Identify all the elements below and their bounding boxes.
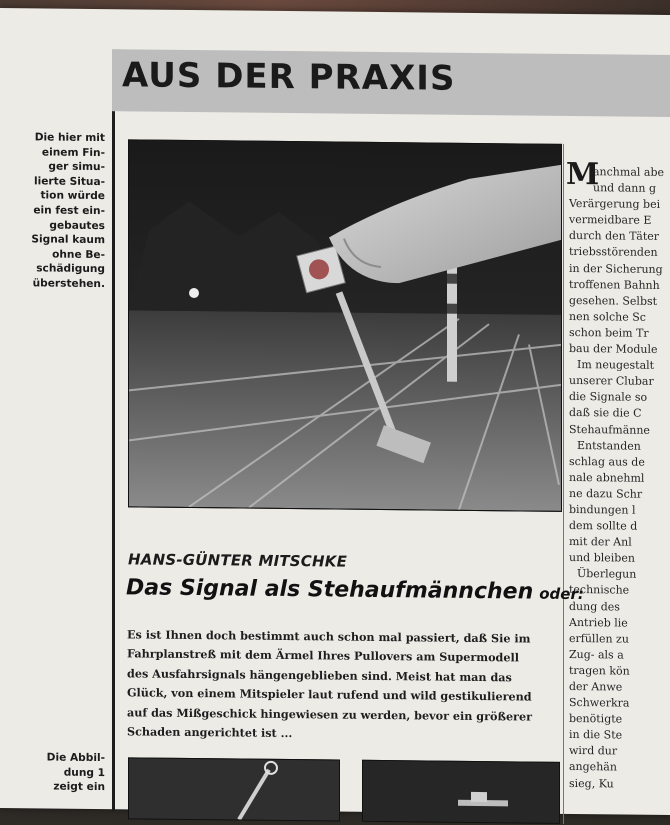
drop-cap: M [566, 156, 600, 193]
lead-line: Es ist Ihnen doch bestimmt auch schon mal passiert, daß Sie im [127, 627, 531, 646]
caption-line: zeigt ein [53, 780, 105, 794]
lead-line: Schaden angerichtet ist ... [127, 724, 293, 741]
lead-line: Glück, von einem Mitspieler laut rufend und wild gestikulierend [127, 685, 532, 704]
text-line: nale abnehml [569, 470, 645, 485]
caption-line: ohne Be- [52, 248, 105, 261]
caption-line: Signal kaum [31, 233, 105, 247]
text-line: mit der Anl [569, 535, 632, 549]
text-line: Entstanden [577, 438, 641, 453]
text-line: dung des [569, 599, 620, 614]
caption-line: ger simu- [48, 160, 105, 174]
text-line: die Signale so [569, 390, 648, 405]
caption-line: dung 1 [63, 766, 105, 779]
caption-line: überstehen. [32, 277, 105, 291]
right-column-text [566, 156, 670, 793]
caption-line: tion würde [40, 189, 105, 203]
text-line: Schwerkra [569, 696, 630, 710]
text-line: dem sollte d [569, 519, 638, 533]
text-line: angehän [569, 760, 617, 774]
text-line: bindungen l [569, 502, 636, 517]
figure-caption [15, 750, 105, 795]
figure-photo-2 [362, 760, 560, 824]
column-rule [563, 144, 564, 824]
caption-line: gebautes [49, 219, 105, 232]
text-line: anchmal abe [593, 165, 665, 179]
figure-photo-1 [128, 757, 340, 821]
caption-line: lierte Situa- [33, 175, 105, 188]
text-line: in die Ste [569, 728, 623, 742]
text-line: unserer Clubar [569, 374, 654, 389]
text-line: benötigte [569, 712, 623, 726]
text-line: gesehen. Selbst [569, 293, 658, 308]
text-line: bau der Module [569, 341, 658, 356]
left-frame-rule [112, 111, 115, 811]
text-line: triebsstörenden [569, 245, 658, 260]
article-lead [127, 625, 559, 746]
magazine-page [0, 8, 670, 815]
text-line: daß sie die C [569, 406, 642, 421]
text-line: nen solche Sc [569, 309, 646, 324]
section-title: AUS DER PRAXIS [122, 55, 456, 99]
lead-line: des Ausfahrsignals hängengeblieben sind. Meist hat man das [127, 666, 512, 685]
caption-line: schädigung [36, 262, 105, 276]
text-line: Antrieb lie [569, 615, 628, 630]
headline-main: Das Signal als Stehaufmännchen [126, 575, 534, 605]
lead-line: auf das Mißgeschick hingewiesen zu werden, bevor ein größerer [127, 704, 532, 724]
text-line: tragen kön [569, 663, 630, 678]
text-line: technische [569, 583, 630, 598]
caption-line: Die hier mit [34, 131, 105, 145]
text-line: der Anwe [569, 679, 623, 694]
article-author: HANS-GÜNTER MITSCHKE [128, 550, 348, 571]
article-headline [126, 575, 584, 605]
text-line: und dann g [593, 181, 657, 195]
photo-caption [15, 130, 105, 291]
text-line: ne dazu Schr [569, 486, 643, 501]
headline-suffix: oder: [539, 584, 584, 604]
text-line: Im neugestalt [577, 358, 655, 372]
caption-line: Die Abbil- [46, 751, 105, 765]
section-header [112, 49, 670, 117]
text-line: Verärgerung bei [569, 197, 661, 212]
text-line: sieg, Ku [569, 776, 614, 790]
text-line: vermeidbare E [569, 213, 652, 228]
text-line: Stehaufmänne [569, 422, 650, 437]
text-line: wird dur [569, 744, 618, 758]
lead-line: Fahrplanstreß mit dem Ärmel Ihres Pullovers am Supermodell [127, 646, 519, 665]
signal-photo [128, 139, 562, 512]
text-line: durch den Täter [569, 229, 660, 244]
text-line: troffenen Bahnh [569, 277, 660, 292]
text-line: erfüllen zu [569, 631, 629, 646]
caption-line: ein fest ein- [33, 204, 105, 218]
text-line: schlag aus de [569, 454, 645, 469]
text-line: Zug- als a [569, 647, 624, 662]
caption-line: einem Fin- [41, 146, 105, 159]
text-line: Überlegun [577, 567, 637, 582]
text-line: in der Sicherung [569, 261, 663, 276]
text-line: und bleiben [569, 551, 635, 565]
text-line: schon beim Tr [569, 325, 649, 340]
